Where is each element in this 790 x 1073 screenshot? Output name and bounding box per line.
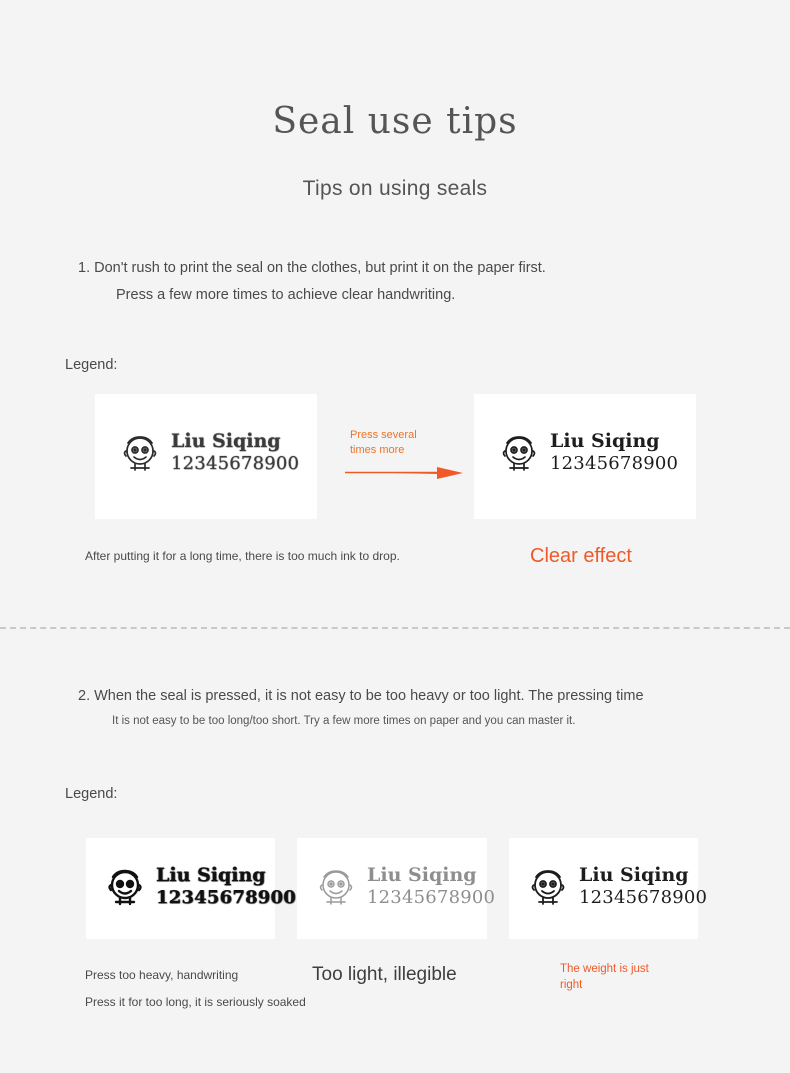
- section2-legend-label: Legend:: [65, 786, 118, 803]
- caption-light: Too light, illegible: [312, 964, 457, 986]
- arrow-note: Press several times more: [350, 429, 417, 456]
- seal-imprint-just-right: [525, 864, 707, 910]
- seal-imprint-faded: [117, 430, 299, 476]
- seal-text-block: [550, 431, 678, 474]
- caption-clear-effect: Clear effect: [530, 545, 632, 568]
- seal-imprint-clear: [496, 430, 678, 476]
- seal-face-icon: [496, 430, 542, 476]
- seal-name: Liu Siqing: [550, 430, 660, 453]
- seal-imprint-light: [313, 864, 495, 910]
- seal-text-block: [156, 865, 296, 908]
- page-title: Seal use tips: [272, 101, 518, 143]
- seal-number: 12345678900: [579, 887, 708, 909]
- caption-just-right: The weight is just right: [560, 963, 649, 991]
- seal-face-icon: [102, 864, 148, 910]
- ink-smudge: [86, 838, 258, 856]
- section2-step-line1: 2. When the seal is pressed, it is not easy to be too heavy or too light. The pressing time: [78, 688, 644, 705]
- seal-text-block: [367, 865, 495, 908]
- seal-name: Liu Siqing: [579, 864, 689, 887]
- seal-text-block: [171, 431, 299, 474]
- seal-face-icon: [117, 430, 163, 476]
- caption-faded: After putting it for a long time, there is too much ink to drop.: [85, 549, 400, 564]
- seal-name: Liu Siqing: [156, 864, 266, 887]
- section1-step-line2: Press a few more times to achieve clear handwriting.: [116, 287, 456, 304]
- sample-card-faded: [95, 394, 317, 519]
- seal-face-icon: [525, 864, 571, 910]
- sample-card-heavy: [86, 838, 296, 939]
- seal-number: 12345678900: [367, 887, 496, 909]
- seal-text-block: [579, 865, 707, 908]
- seal-number: 12345678900: [156, 887, 296, 909]
- seal-number: 12345678900: [550, 453, 679, 475]
- section1-legend-label: Legend:: [65, 357, 118, 374]
- caption-heavy-line1: Press too heavy, handwriting: [85, 968, 239, 983]
- page-subtitle: Tips on using seals: [302, 176, 488, 200]
- sample-card-light: [297, 838, 496, 939]
- caption-heavy-line2: Press it for too long, it is seriously soaked: [85, 995, 306, 1010]
- seal-name: Liu Siqing: [171, 430, 281, 453]
- sample-card-just-right: [509, 838, 708, 939]
- arrow-right-icon: [345, 461, 465, 479]
- section1-step-line1: 1. Don't rush to print the seal on the clothes, but print it on the paper first.: [78, 260, 546, 277]
- sample-card-clear: [474, 394, 696, 519]
- page-root: [0, 24, 790, 1073]
- seal-face-icon: [313, 864, 359, 910]
- section-divider: [0, 627, 790, 629]
- seal-imprint-heavy: [102, 864, 296, 910]
- seal-number: 12345678900: [171, 453, 300, 475]
- seal-name: Liu Siqing: [367, 864, 477, 887]
- section2-step-line2: It is not easy to be too long/too short. Try a few more times on paper and you can master it.: [112, 715, 576, 728]
